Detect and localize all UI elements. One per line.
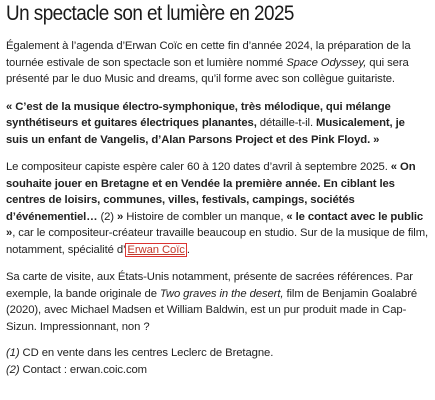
italic-title: Two graves in the desert, <box>159 287 284 300</box>
section-title: Un spectacle son et lumière en 2025 <box>6 2 294 25</box>
quote-bold: « le contact avec le public » <box>6 210 424 239</box>
text: Sa carte de visite, aux États-Unis notamment, présente de sacrées références. Par exemple, la bande originale de <box>6 271 413 300</box>
erwan-coic-link[interactable]: Erwan Coïc <box>127 243 185 256</box>
footnotes <box>6 345 429 378</box>
quote-bold: « On souhaite jouer en Bretagne et en Vendée la première année. En ciblant les centres de loisirs, communes, villes, festivals, campings, sociétés d’événementiel… <box>6 161 416 223</box>
italic-title: Space Odyssey, <box>286 56 367 69</box>
footnote-text: CD en vente dans les centres Leclerc de Bretagne. <box>19 347 274 359</box>
text: Histoire de combler un manque, <box>123 210 287 223</box>
quote-bold: » <box>117 210 124 223</box>
paragraph-references <box>6 269 429 335</box>
text: (2) <box>97 210 118 223</box>
text: qui sera présenté par le duo Music and dreams, qu’il forme avec son collègue guitariste. <box>6 56 409 85</box>
paragraph-intro <box>6 38 429 88</box>
footnote-number: (2) <box>6 363 20 376</box>
paragraph-quote <box>6 99 429 149</box>
text: , car le compositeur-créateur travaille beaucoup en studio. Sur de la musique de film, notamment, spécialité d’ <box>6 227 429 256</box>
paragraph-tour <box>6 159 429 258</box>
link-frame <box>125 243 186 257</box>
text: film de Benjamin Goalabré (2020), avec Michael Madsen et William Baldwin, est un pur produit made in Cap-Sizun. Impressionnant, non ? <box>6 287 418 333</box>
footnote-number: (1) <box>6 347 20 359</box>
quote-bold: Musicalement, je suis un enfant de Vangelis, d’Alan Parsons Project et des Pink Floyd. » <box>6 117 405 146</box>
footnote-text: Contact : erwan.coic.com <box>19 363 147 376</box>
quote-bold: « C’est de la musique électro-symphonique, très mélodique, qui mélange synthétiseurs et guitares électriques planantes, <box>6 100 391 129</box>
text: . <box>186 243 190 256</box>
text: Le compositeur capiste espère caler 60 à 120 dates d’avril à septembre 2025. <box>6 161 391 173</box>
text: détaille-t-il. <box>256 117 317 129</box>
text: Également à l’agenda d’Erwan Coïc en cette fin d’année 2024, la préparation de la tournée estivale de son spectacle son et lumière nommé <box>6 40 411 69</box>
